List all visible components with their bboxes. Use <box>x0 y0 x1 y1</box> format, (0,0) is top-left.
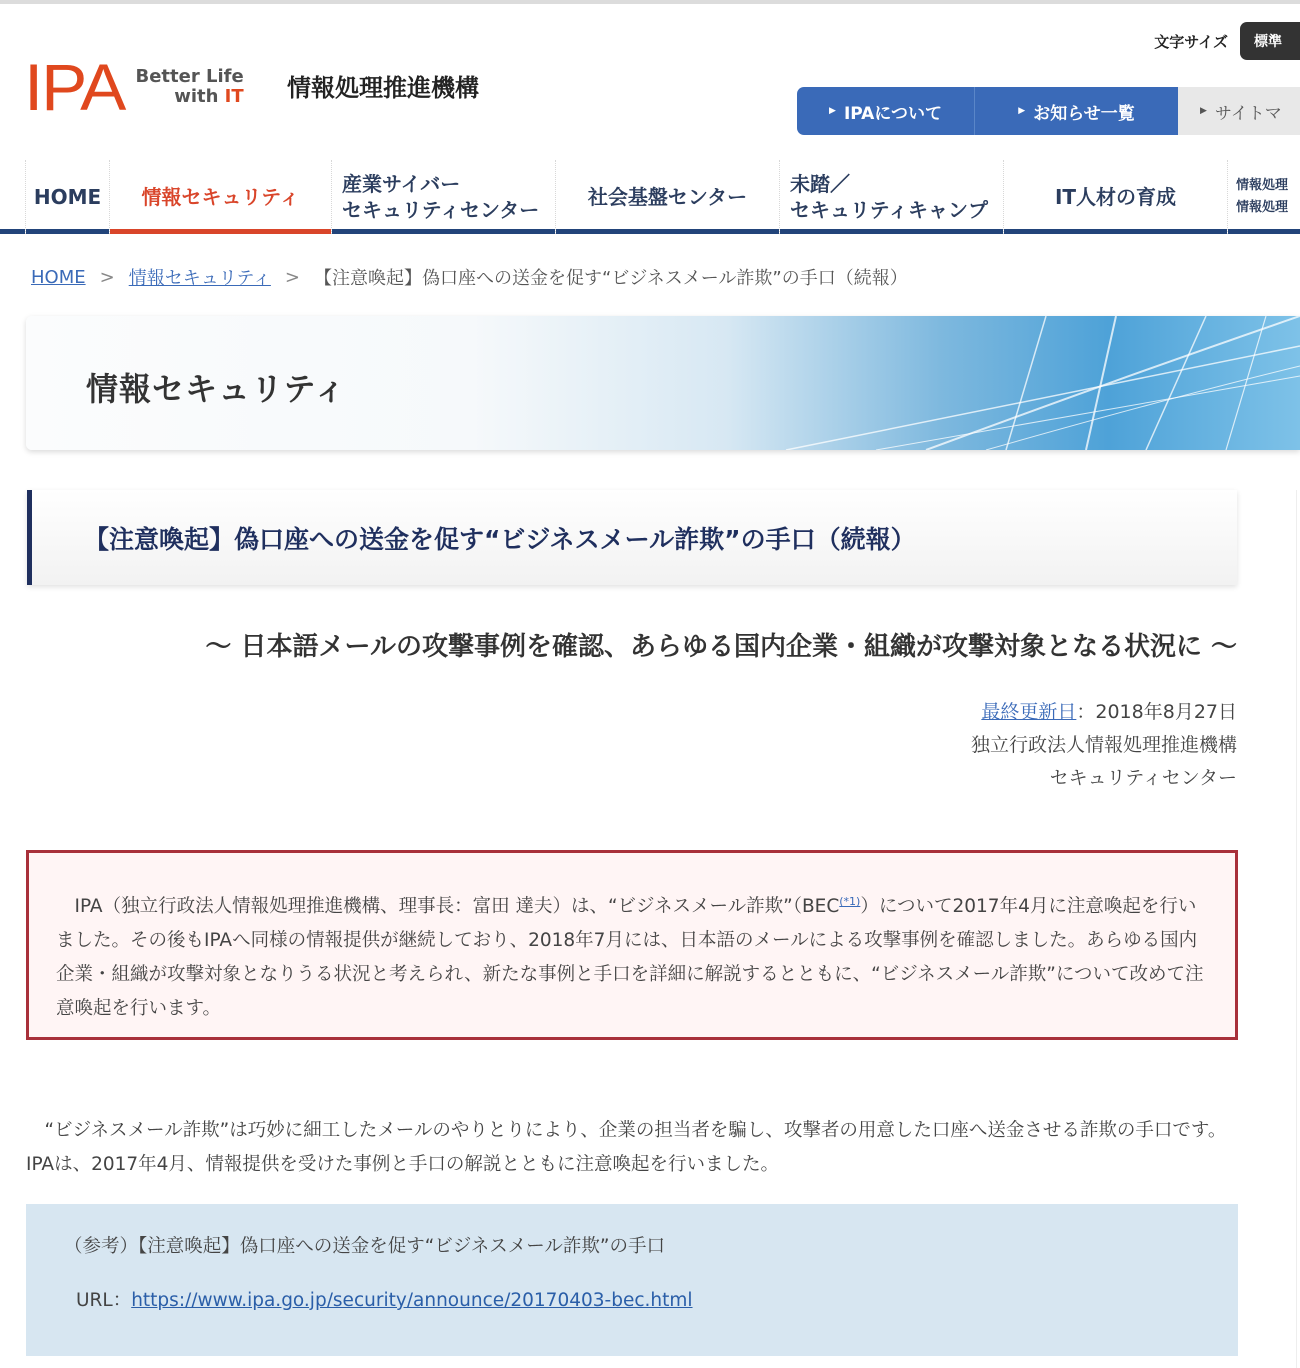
reference-url-link[interactable]: https://www.ipa.go.jp/security/announce/20170403-bec.html <box>131 1290 693 1311</box>
body-paragraph: “ビジネスメール詐欺”は巧妙に細工したメールのやりとりにより、企業の担当者を騙し、攻撃者の用意した口座へ送金させる詐欺の手口です。IPAは、2017年4月、情報提供を受けた事例と手口の解説とともに注意喚起を行いました。 <box>26 1120 1227 1175</box>
last-updated <box>971 696 1237 729</box>
publisher: 独立行政法人情報処理推進機構 <box>970 734 1237 756</box>
nav-label-line1: 情報処理 <box>1236 178 1289 193</box>
reference-box <box>26 1204 1238 1356</box>
browser-top-rule <box>0 0 1300 4</box>
font-size-standard-button[interactable]: 標準 <box>1240 22 1300 60</box>
util-link-about-ipa[interactable] <box>797 87 975 135</box>
nav-label: 情報セキュリティ <box>141 185 300 209</box>
nav-info-security[interactable] <box>110 160 332 234</box>
util-link-news-list[interactable] <box>975 87 1178 135</box>
reference-title: （参考）【注意喚起】偽口座への送金を促す“ビジネスメール詐欺”の手口 <box>64 1236 665 1257</box>
notice-text-part2: ）について2017年4月に注意喚起を行いました。その後もIPAへ同様の情報提供が継続しており、2018年7月には、日本語のメールによる攻撃事例を確認しました。あらゆる国内企業・組織が攻撃対象となりうる状況と考えられ、新たな事例と手口を詳細に解説するとともに、“ビジネスメール詐欺”について改めて注意喚起を行います。 <box>56 896 1204 1020</box>
triangle-right-icon: ▶ <box>1018 106 1026 116</box>
logo-tagline <box>135 67 243 107</box>
triangle-right-icon: ▶ <box>1200 106 1207 116</box>
department: セキュリティセンター <box>1049 767 1237 789</box>
tagline-line1: Better Life <box>135 66 244 87</box>
util-link-sitemap[interactable] <box>1178 87 1300 135</box>
util-link-label: お知らせ一覧 <box>1033 103 1135 124</box>
nav-label-line2: 情報処理 <box>1236 200 1289 215</box>
nav-it-talent-development[interactable] <box>1004 160 1228 234</box>
nav-label-line2: セキュリティキャンプ <box>790 198 988 222</box>
font-size-label: 文字サイズ <box>1154 32 1228 51</box>
reference-url-line <box>64 1286 1238 1316</box>
breadcrumb <box>31 264 908 290</box>
util-link-label: IPAについて <box>843 103 942 124</box>
nav-industrial-cyber-security-center[interactable] <box>332 160 556 234</box>
logo-mark: IPA <box>24 50 125 124</box>
banner-title: 情報セキュリティ <box>86 370 347 408</box>
breadcrumb-separator: > <box>284 266 300 288</box>
breadcrumb-separator: > <box>99 266 115 288</box>
article-title: 【注意喚起】偽口座への送金を促す“ビジネスメール詐欺”の手口（続報） <box>84 524 916 554</box>
category-banner <box>26 316 1300 450</box>
nav-social-infrastructure-center[interactable] <box>556 160 780 234</box>
nav-label: IT人材の育成 <box>1054 185 1177 209</box>
org-name: 情報処理推進機構 <box>287 74 479 102</box>
notice-text-part1: IPA（独立行政法人情報処理推進機構、理事長：富田 達夫）は、“ビジネスメール詐欺”（BEC <box>56 896 840 918</box>
nav-label: HOME <box>33 185 102 209</box>
nav-label <box>342 171 539 223</box>
nav-label <box>1236 175 1288 219</box>
util-link-label: サイトマ <box>1214 103 1282 124</box>
global-nav <box>0 160 1300 234</box>
footnote-link-1[interactable]: (*1) <box>839 895 861 908</box>
article-title-box <box>27 490 1237 585</box>
nav-label-line1: 未踏／ <box>790 172 850 196</box>
last-updated-link[interactable]: 最終更新日 <box>981 701 1077 723</box>
summary-notice-box <box>26 850 1238 1040</box>
font-size-control <box>1154 22 1300 60</box>
article-subtitle: ～ 日本語メールの攻撃事例を確認、あらゆる国内企業・組織が攻撃対象となる状況に ～ <box>205 632 1237 662</box>
global-nav-spacer <box>0 160 26 234</box>
nav-mitou-security-camp[interactable] <box>780 160 1004 234</box>
breadcrumb-info-security[interactable]: 情報セキュリティ <box>128 268 271 289</box>
reference-url-label: URL： <box>76 1290 132 1311</box>
nav-info-processing[interactable] <box>1228 160 1300 234</box>
nav-label <box>790 171 988 223</box>
nav-label: 社会基盤センター <box>587 185 748 209</box>
article-meta <box>971 696 1237 795</box>
last-updated-sep: ： <box>1076 701 1096 723</box>
utility-nav <box>797 87 1300 135</box>
breadcrumb-current: 【注意喚起】偽口座への送金を促す“ビジネスメール詐欺”の手口（続報） <box>314 268 908 289</box>
triangle-right-icon: ▶ <box>829 106 836 116</box>
tagline-line2-prefix: with <box>174 86 225 107</box>
nav-label-line2: セキュリティセンター <box>342 198 540 222</box>
breadcrumb-home[interactable]: HOME <box>31 266 86 288</box>
sidebar-edge <box>1296 490 1297 1368</box>
last-updated-date: 2018年8月27日 <box>1095 701 1237 723</box>
ipa-logo[interactable] <box>24 50 244 124</box>
nav-home[interactable] <box>26 160 110 234</box>
tagline-line2-accent: IT <box>224 86 244 107</box>
nav-label-line1: 産業サイバー <box>342 172 461 196</box>
